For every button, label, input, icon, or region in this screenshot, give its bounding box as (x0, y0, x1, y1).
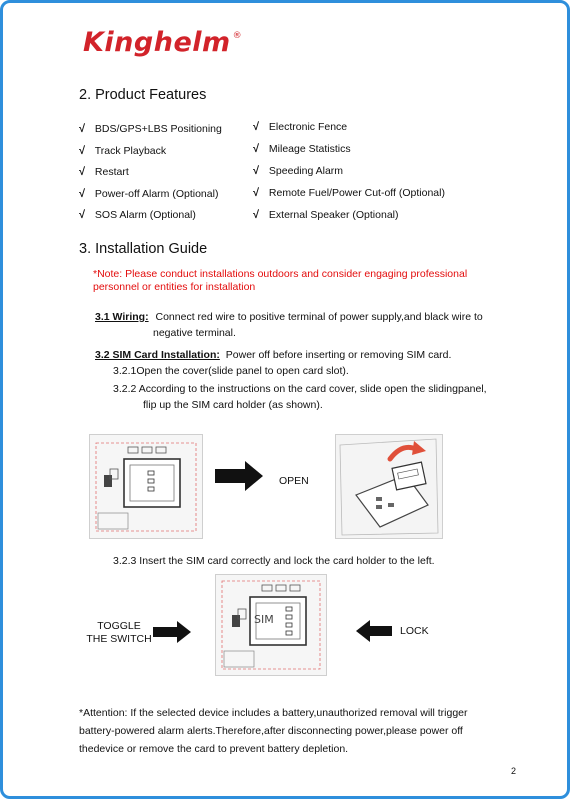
sim-insert-image (215, 574, 327, 676)
page-number: 2 (511, 766, 517, 776)
sim-open-image (335, 434, 443, 539)
sim-holder-text: SIM (254, 613, 274, 626)
brand-name: Kinghelm (83, 27, 231, 58)
right-arrow-icon (215, 461, 263, 491)
registered-mark: ® (232, 31, 243, 41)
check-icon: √ (79, 166, 86, 178)
sim-label: 3.2 SIM Card Installation: (95, 349, 220, 361)
check-icon: √ (253, 165, 260, 177)
check-icon: √ (253, 187, 260, 199)
open-label: OPEN (279, 475, 309, 487)
feature-item: √ Track Playback (79, 144, 167, 157)
step-321: 3.2.1Open the cover(slide panel to open card slot). (113, 365, 349, 377)
wiring-step: 3.1 Wiring: Connect red wire to positive terminal of power supply,and black wire to (95, 311, 483, 323)
attention-note: *Attention: If the selected device includes a battery,unauthorized removal will trigger battery-powered alarm alerts.Therefore,after disconnecting power,please power off thedevice or remove the card to prevent battery depletion. (79, 707, 468, 755)
feature-item: √ External Speaker (Optional) (253, 209, 399, 221)
sim-open-illustration (336, 435, 442, 538)
installation-heading: 3. Installation Guide (79, 241, 208, 257)
installation-note: *Note: Please conduct installations outdoors and consider engaging professional personnel or entities for installation (93, 268, 468, 293)
check-icon: √ (79, 144, 86, 157)
right-arrow-icon (153, 621, 191, 643)
feature-item: √ Electronic Fence (253, 121, 348, 133)
check-icon: √ (79, 209, 86, 221)
feature-item: √ SOS Alarm (Optional) (79, 209, 196, 221)
sim-step: 3.2 SIM Card Installation: Power off before inserting or removing SIM card. (95, 349, 452, 361)
wiring-step-cont: negative terminal. (153, 327, 236, 339)
sim-closed-illustration (90, 435, 202, 538)
feature-item: √ Remote Fuel/Power Cut-off (Optional) (253, 187, 445, 199)
toggle-switch-label: TOGGLE THE SWITCH (86, 620, 152, 645)
feature-item: √ Restart (79, 166, 129, 178)
features-left-list (79, 123, 222, 231)
step-323: 3.2.3 Insert the SIM card correctly and lock the card holder to the left. (113, 555, 435, 567)
check-icon: √ (253, 143, 260, 155)
features-right-list (253, 121, 445, 231)
left-arrow-icon (356, 620, 392, 642)
step-322: 3.2.2 According to the instructions on the card cover, slide open the slidingpanel, (113, 383, 487, 395)
feature-item: √ BDS/GPS+LBS Positioning (79, 123, 222, 135)
check-icon: √ (79, 187, 86, 200)
wiring-label: 3.1 Wiring: (95, 311, 149, 323)
check-icon: √ (79, 123, 86, 135)
features-heading: 2. Product Features (79, 87, 207, 103)
check-icon: √ (253, 121, 260, 133)
lock-label: LOCK (400, 625, 429, 637)
feature-item: √ Mileage Statistics (253, 143, 351, 155)
step-322-cont: flip up the SIM card holder (as shown). (143, 399, 323, 411)
check-icon: √ (253, 209, 260, 221)
sim-closed-image (89, 434, 203, 539)
feature-item: √ Speeding Alarm (253, 165, 344, 177)
brand-logo (83, 27, 243, 58)
feature-item: √ Power-off Alarm (Optional) (79, 187, 219, 200)
sim-insert-illustration (216, 575, 326, 675)
